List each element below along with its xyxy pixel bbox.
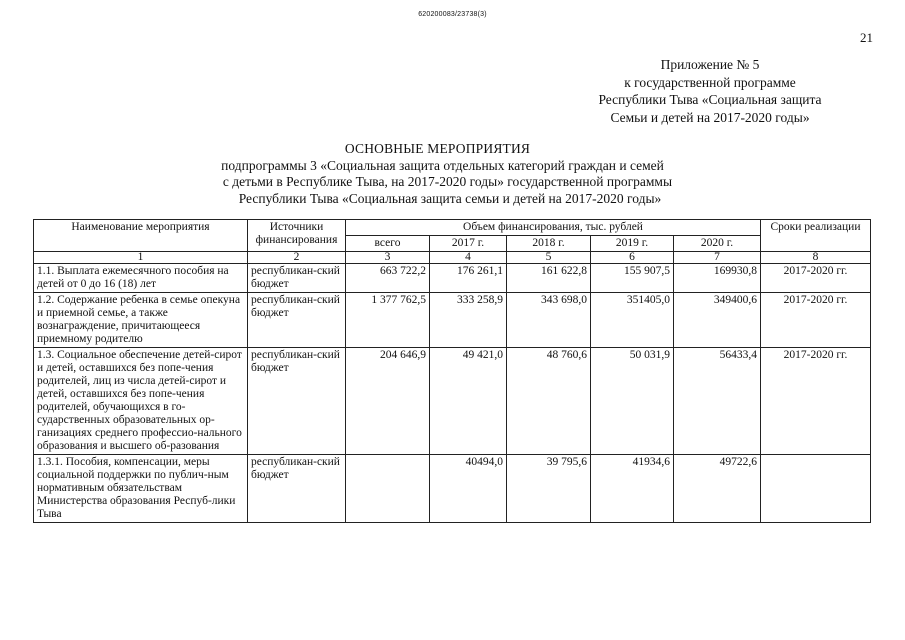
header-year-2017: 2017 г.	[430, 236, 507, 252]
table-row	[34, 293, 871, 348]
header-activity-name: Наименование мероприятия	[34, 220, 248, 252]
table-row	[34, 455, 871, 523]
title-line: Республики Тыва «Социальная защита семьи и детей на 2017-2020 годы»	[238, 190, 662, 206]
page-number: 21	[860, 30, 873, 45]
funding-2018: 39 795,6	[507, 455, 591, 523]
implementation-term	[761, 455, 871, 523]
title-line: с детьми в Республике Тыва, на 2017-2020 годы» государственной программы	[222, 174, 673, 189]
header-funding-volume: Объем финансирования, тыс. рублей	[346, 220, 761, 236]
title-line: подпрограммы 3 «Социальная защита отдельных категорий граждан и семей	[221, 157, 664, 173]
implementation-term: 2017-2020 гг.	[761, 264, 871, 293]
table-header-row	[34, 220, 871, 236]
funding-2017: 176 261,1	[430, 264, 507, 293]
column-number: 7	[674, 252, 761, 264]
appendix-header	[520, 56, 900, 126]
activity-name: 1.1. Выплата ежемесячного пособия на детей от 0 до 16 (18) лет	[34, 264, 248, 293]
activity-name: 1.3.1. Пособия, компенсации, меры социальной поддержки по публич-ным нормативным обязательствам Министерства образования Респуб-лики Тыва	[34, 455, 248, 523]
funding-2020: 49722,6	[674, 455, 761, 523]
funding-2018: 48 760,6	[507, 348, 591, 455]
document-id-stamp: 620200083/23738(3)	[418, 11, 487, 18]
implementation-term: 2017-2020 гг.	[761, 348, 871, 455]
funding-2019: 351405,0	[591, 293, 674, 348]
column-number-row	[34, 252, 871, 264]
header-year-2019: 2019 г.	[591, 236, 674, 252]
column-number: 2	[248, 252, 346, 264]
funding-2018: 343 698,0	[507, 293, 591, 348]
header-year-2018: 2018 г.	[507, 236, 591, 252]
column-number: 4	[430, 252, 507, 264]
title-main: ОСНОВНЫЕ МЕРОПРИЯТИЯ	[344, 141, 531, 156]
table-row	[34, 264, 871, 293]
header-term: Сроки реализации	[761, 220, 871, 252]
activity-name: 1.2. Содержание ребенка в семье опекуна и приемной семье, а также вознаграждение, причитающееся приемному родителю	[34, 293, 248, 348]
header-year-2020: 2020 г.	[674, 236, 761, 252]
column-number: 1	[34, 252, 248, 264]
funding-2020: 349400,6	[674, 293, 761, 348]
funding-source: республикан-ский бюджет	[248, 455, 346, 523]
table-row	[34, 348, 871, 455]
funding-source: республикан-ский бюджет	[248, 348, 346, 455]
funding-2017: 40494,0	[430, 455, 507, 523]
funding-2017: 49 421,0	[430, 348, 507, 455]
document-title	[0, 141, 905, 207]
activities-table	[33, 219, 871, 523]
column-number: 6	[591, 252, 674, 264]
funding-2019: 155 907,5	[591, 264, 674, 293]
funding-2017: 333 258,9	[430, 293, 507, 348]
funding-2019: 41934,6	[591, 455, 674, 523]
funding-source: республикан-ский бюджет	[248, 264, 346, 293]
column-number: 3	[346, 252, 430, 264]
implementation-term: 2017-2020 гг.	[761, 293, 871, 348]
appendix-line: к государственной программе	[624, 74, 796, 90]
header-total: всего	[346, 236, 430, 252]
header-funding-source: Источники финансирования	[248, 220, 346, 252]
activity-name: 1.3. Социальное обеспечение детей-сирот и детей, оставшихся без попе-чения родителей, лиц из числа детей-сирот и детей, оставшихся без попе-чения родителей, обучающихся в го-сударственных образовательных ор-ганизациях среднего профессио-нального образования и высшего об-разования	[34, 348, 248, 455]
funding-total: 663 722,2	[346, 264, 430, 293]
appendix-line: Семьи и детей на 2017-2020 годы»	[610, 109, 810, 125]
appendix-line: Приложение № 5	[660, 57, 760, 72]
funding-2020: 169930,8	[674, 264, 761, 293]
funding-total	[346, 455, 430, 523]
funding-total: 1 377 762,5	[346, 293, 430, 348]
funding-2020: 56433,4	[674, 348, 761, 455]
funding-source: республикан-ский бюджет	[248, 293, 346, 348]
funding-total: 204 646,9	[346, 348, 430, 455]
appendix-line: Республики Тыва «Социальная защита	[598, 92, 822, 107]
column-number: 8	[761, 252, 871, 264]
column-number: 5	[507, 252, 591, 264]
funding-2019: 50 031,9	[591, 348, 674, 455]
funding-2018: 161 622,8	[507, 264, 591, 293]
